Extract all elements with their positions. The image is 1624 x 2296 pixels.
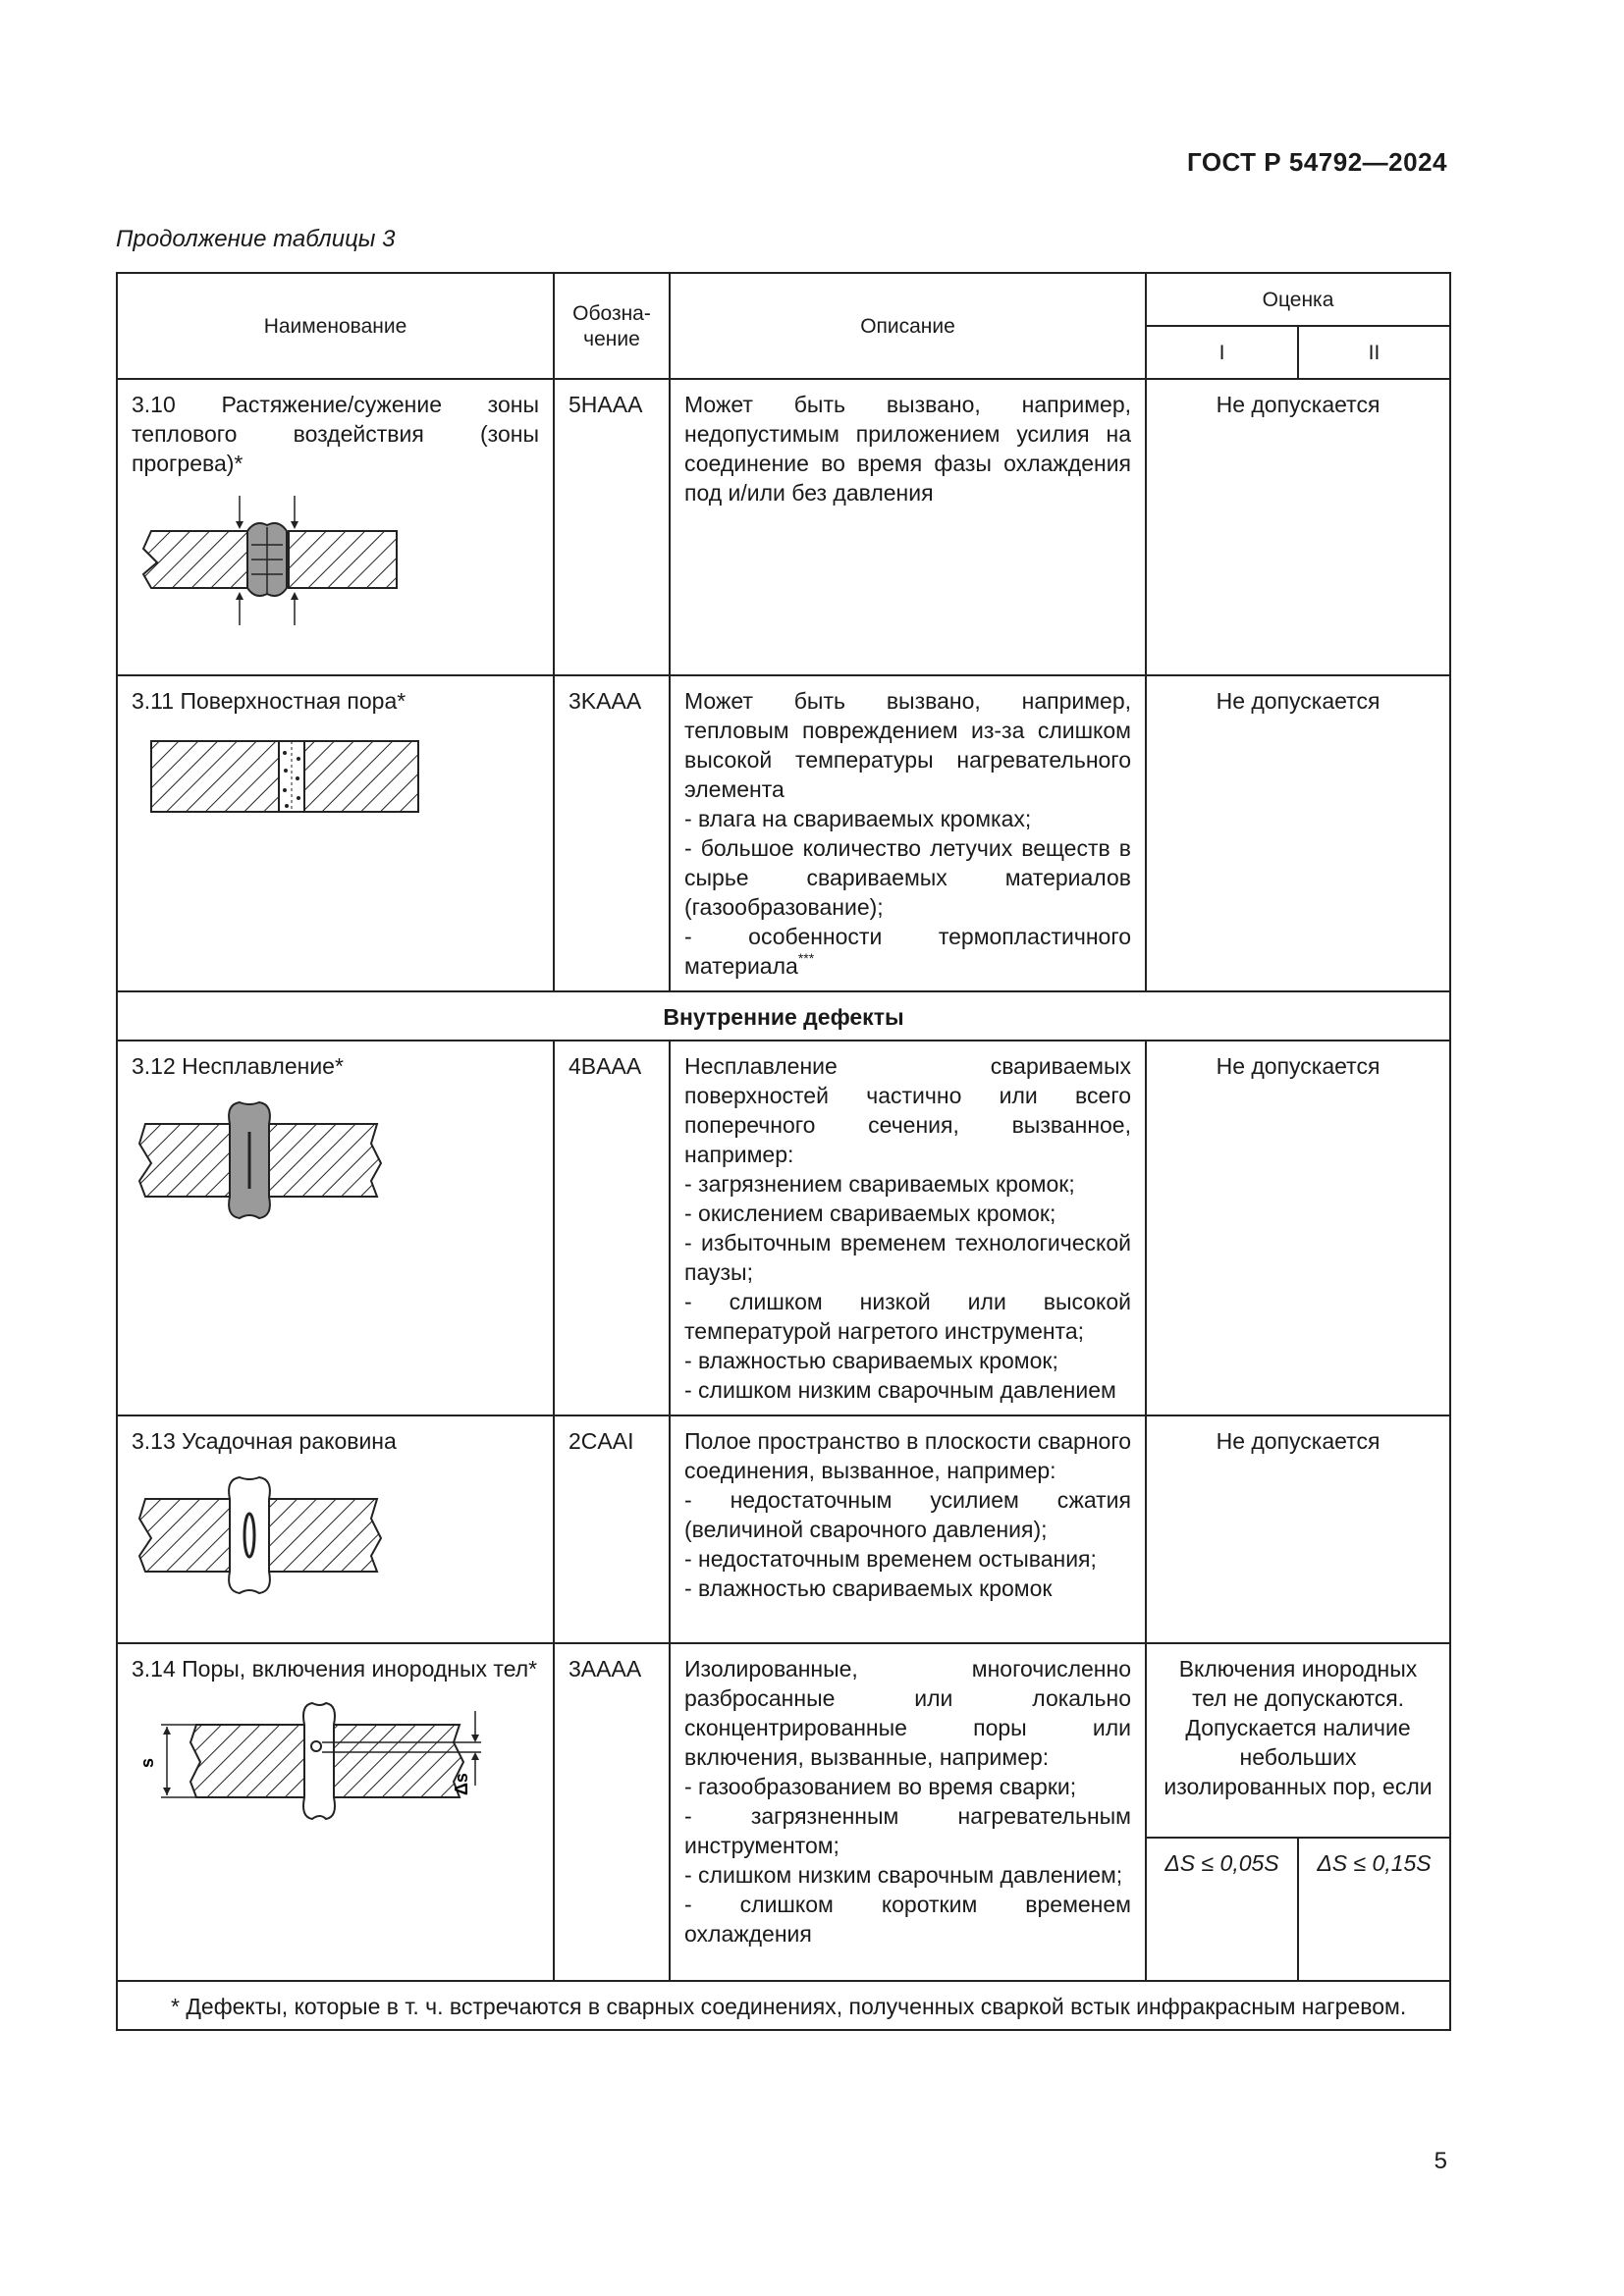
table-row	[117, 1415, 1450, 1643]
defect-code: 3AAAA	[554, 1643, 670, 1981]
defect-name-cell	[117, 675, 554, 991]
defect-name: 3.13 Усадочная раковина	[132, 1428, 397, 1454]
col-header-eval: Оценка	[1146, 273, 1450, 326]
footnote-marker: ***	[797, 950, 815, 966]
col-header-desc: Описание	[670, 273, 1146, 379]
col-header-name: Наименование	[117, 273, 554, 379]
figure-lack-of-fusion	[132, 1095, 387, 1222]
figure-heat-zone-stretch	[132, 492, 406, 629]
defect-code: 5HAAA	[554, 379, 670, 675]
defect-name-cell	[117, 1643, 554, 1981]
table-row	[117, 675, 1450, 991]
defect-code: 4BAAA	[554, 1041, 670, 1415]
desc-line: - влажностью свариваемых кромок;	[684, 1348, 1058, 1373]
desc-line: - загрязненным нагревательным инструментом;	[684, 1803, 1131, 1858]
defect-evaluation: Не допускается	[1146, 379, 1450, 675]
condition-class-1: ΔS ≤ 0,05S	[1146, 1838, 1298, 1981]
defect-description-cell	[670, 675, 1146, 991]
defect-name: 3.14 Поры, включения инородных тел*	[132, 1656, 538, 1682]
defect-description: Может быть вызвано, например, недопустимым приложением усилия на соединение во время фазы охлаждения под и/или без давления	[670, 379, 1146, 675]
page-number: 5	[1434, 2148, 1447, 2174]
defect-code: 2CAAI	[554, 1415, 670, 1643]
condition-class-2: ΔS ≤ 0,15S	[1298, 1838, 1450, 1981]
defect-code: 3KAAA	[554, 675, 670, 991]
section-row	[117, 991, 1450, 1041]
desc-line: - слишком низким сварочным давлением;	[684, 1862, 1123, 1888]
figure-surface-pore	[132, 729, 426, 818]
defect-evaluation: Включения инородных тел не допускаются. Допускается наличие небольших изолированных пор, если	[1146, 1643, 1450, 1838]
defect-description-cell	[670, 1643, 1146, 1981]
figure-label-ds: Δs	[452, 1773, 471, 1795]
figure-pores-inclusions	[132, 1697, 544, 1835]
col-header-eval-1: I	[1146, 326, 1298, 379]
desc-line: - слишком коротким временем охлаждения	[684, 1892, 1131, 1947]
desc-line: Несплавление свариваемых поверхностей частично или всего поперечного сечения, вызванное, например:	[684, 1053, 1131, 1167]
defect-evaluation: Не допускается	[1146, 675, 1450, 991]
desc-line: Изолированные, многочисленно разбросанные или локально сконцентрированные поры или включения, вызванные, например:	[684, 1656, 1131, 1770]
table-caption: Продолжение таблицы 3	[116, 226, 396, 252]
defect-evaluation: Не допускается	[1146, 1415, 1450, 1643]
desc-line: - влажностью свариваемых кромок	[684, 1575, 1053, 1601]
figure-label-s: s	[137, 1757, 157, 1768]
table-row	[117, 379, 1450, 675]
defect-name-cell	[117, 379, 554, 675]
desc-line-text: - особенности термопластичного материала	[684, 924, 1131, 979]
defect-description-cell	[670, 1415, 1146, 1643]
col-header-code-text: Обозна- чение	[572, 302, 651, 350]
defect-description-cell	[670, 1041, 1146, 1415]
table-row	[117, 1041, 1450, 1415]
desc-line: - влага на свариваемых кромках;	[684, 806, 1032, 831]
table-row	[117, 1643, 1450, 1838]
desc-line: - слишком низким сварочным давлением	[684, 1377, 1116, 1403]
desc-line: - избыточным временем технологической паузы;	[684, 1230, 1131, 1285]
footnote-row	[117, 1981, 1450, 2030]
defect-name: 3.10 Растяжение/сужение зоны теплового воздействия (зоны прогрева)*	[132, 392, 539, 476]
defect-name: 3.11 Поверхностная пора*	[132, 688, 406, 714]
desc-line: Полое пространство в плоскости сварного соединения, вызванное, например:	[684, 1428, 1131, 1483]
desc-line: - недостаточным усилием сжатия (величиной сварочного давления);	[684, 1487, 1131, 1542]
figure-shrinkage-cavity	[132, 1469, 387, 1597]
section-title: Внутренние дефекты	[117, 991, 1450, 1041]
desc-line: - слишком низкой или высокой температурой нагретого инструмента;	[684, 1289, 1131, 1344]
defects-table	[116, 272, 1451, 2031]
defect-evaluation: Не допускается	[1146, 1041, 1450, 1415]
desc-line: - окислением свариваемых кромок;	[684, 1201, 1056, 1226]
desc-line: - недостаточным временем остывания;	[684, 1546, 1097, 1572]
desc-line: - большое количество летучих веществ в сырье свариваемых материалов (газообразование);	[684, 835, 1131, 920]
desc-line: - загрязнением свариваемых кромок;	[684, 1171, 1075, 1197]
table-footnote: * Дефекты, которые в т. ч. встречаются в сварных соединениях, полученных сваркой встык инфракрасным нагревом.	[117, 1981, 1450, 2030]
defect-name-cell	[117, 1041, 554, 1415]
col-header-code	[554, 273, 670, 379]
desc-line: Может быть вызвано, например, тепловым повреждением из-за слишком высокой температуры нагревательного элемента	[684, 688, 1131, 802]
defect-name-cell	[117, 1415, 554, 1643]
desc-line: - газообразованием во время сварки;	[684, 1774, 1077, 1799]
defect-name: 3.12 Несплавление*	[132, 1053, 344, 1079]
col-header-eval-2: II	[1298, 326, 1450, 379]
desc-line-last	[684, 922, 1131, 981]
header-row	[117, 273, 1450, 326]
standard-number: ГОСТ Р 54792—2024	[1186, 147, 1447, 177]
